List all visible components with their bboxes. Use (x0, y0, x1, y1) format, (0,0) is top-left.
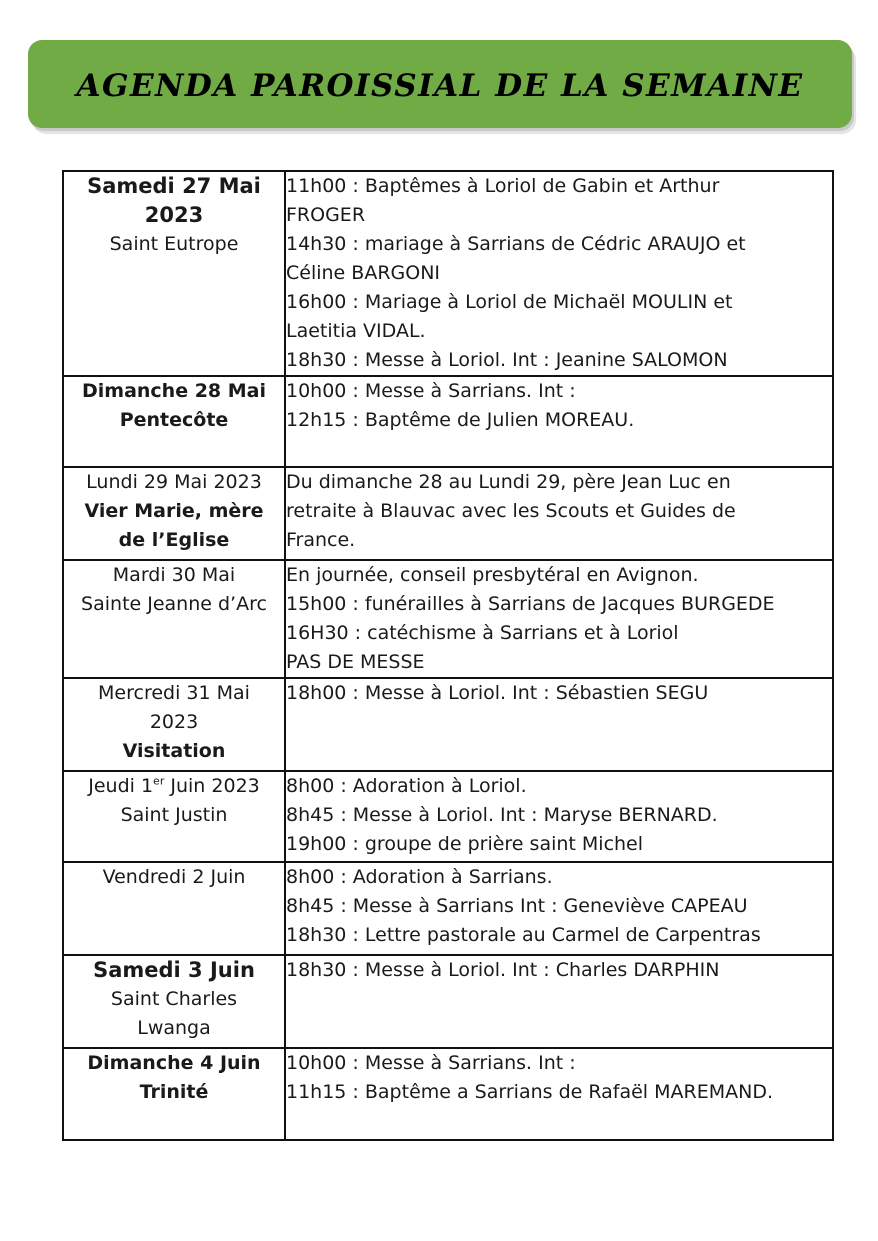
event-line: 15h00 : funérailles à Sarrians de Jacques BURGEDE (286, 593, 775, 615)
day-line (64, 1014, 284, 1043)
event-line: France. (286, 529, 356, 551)
event-line: 10h00 : Messe à Sarrians. Int : (286, 1052, 576, 1074)
agenda-row (63, 376, 833, 467)
day-line (64, 406, 284, 435)
event-line: 18h30 : Messe à Loriol. Int : Jeanine SALOMON (286, 349, 728, 371)
event-line: Céline BARGONI (286, 262, 441, 284)
event-line: 18h30 : Messe à Loriol. Int : Charles DARPHIN (286, 959, 720, 981)
event-line: 11h00 : Baptêmes à Loriol de Gabin et Arthur (286, 175, 720, 197)
day-text: Mercredi 31 Mai (98, 682, 250, 704)
agenda-row (63, 862, 833, 955)
event-line: 11h15 : Baptême a Sarrians de Rafaël MAREMAND. (286, 1081, 773, 1103)
agenda-body (63, 171, 833, 1140)
day-cell (63, 171, 285, 376)
day-cell (63, 376, 285, 467)
day-text: Saint Charles (110, 988, 238, 1010)
day-text: Pentecôte (119, 409, 229, 431)
day-cell (63, 955, 285, 1048)
day-text: Samedi 3 Juin (93, 958, 255, 982)
day-text: Vier Marie, mère (84, 500, 264, 522)
day-text: 2023 (149, 711, 199, 733)
day-text: Trinité (139, 1081, 209, 1103)
agenda-row (63, 467, 833, 560)
day-line (64, 985, 284, 1014)
day-cell (63, 771, 285, 862)
day-text: Dimanche 28 Mai (81, 380, 267, 402)
event-line: 8h45 : Messe à Loriol. Int : Maryse BERNARD. (286, 804, 718, 826)
day-text: Sainte Jeanne d’Arc (81, 593, 267, 615)
event-line: 16h00 : Mariage à Loriol de Michaël MOULIN et (286, 291, 733, 313)
event-line: 10h00 : Messe à Sarrians. Int : (286, 380, 576, 402)
events-cell (285, 955, 833, 1048)
day-text: Saint Eutrope (109, 233, 239, 255)
event-line: En journée, conseil presbytéral en Avignon. (286, 564, 699, 586)
title-banner (28, 40, 852, 128)
page-title: AGENDA PAROISSIAL DE LA SEMAINE (76, 68, 804, 104)
agenda-row (63, 955, 833, 1048)
event-line: 18h30 : Lettre pastorale au Carmel de Carpentras (286, 924, 761, 946)
events-cell (285, 771, 833, 862)
events-cell (285, 1048, 833, 1140)
events-cell (285, 560, 833, 678)
day-line (64, 1078, 284, 1107)
day-text: 2023 (144, 203, 204, 227)
day-cell (63, 862, 285, 955)
event-line: Du dimanche 28 au Lundi 29, père Jean Luc en (286, 471, 731, 493)
day-line (64, 526, 284, 555)
day-line (64, 201, 284, 230)
day-line (64, 956, 284, 985)
events-cell (285, 678, 833, 771)
day-line (64, 497, 284, 526)
day-line (64, 863, 284, 892)
day-text-after: Juin 2023 (164, 775, 260, 797)
day-cell (63, 1048, 285, 1140)
agenda-table (62, 170, 834, 1141)
day-line (64, 679, 284, 708)
day-line (64, 708, 284, 737)
agenda-row (63, 678, 833, 771)
event-line: 14h30 : mariage à Sarrians de Cédric ARAUJO et (286, 233, 746, 255)
agenda-row (63, 771, 833, 862)
event-line: PAS DE MESSE (286, 651, 425, 673)
day-text: Jeudi 1 (88, 775, 154, 797)
day-line (64, 801, 284, 830)
event-line: 8h00 : Adoration à Loriol. (286, 775, 527, 797)
day-text: Visitation (122, 740, 226, 762)
event-line: 12h15 : Baptême de Julien MOREAU. (286, 409, 635, 431)
day-line (64, 230, 284, 259)
day-cell (63, 678, 285, 771)
day-cell (63, 467, 285, 560)
day-text: Mardi 30 Mai (112, 564, 236, 586)
day-text: Samedi 27 Mai (87, 174, 261, 198)
event-line: 8h00 : Adoration à Sarrians. (286, 866, 553, 888)
event-line: 8h45 : Messe à Sarrians Int : Geneviève CAPEAU (286, 895, 748, 917)
day-text: Saint Justin (120, 804, 228, 826)
agenda-row (63, 171, 833, 376)
agenda-row (63, 560, 833, 678)
day-line (64, 737, 284, 766)
day-line (64, 172, 284, 201)
events-cell (285, 376, 833, 467)
day-line (64, 772, 284, 801)
day-text: Vendredi 2 Juin (102, 866, 246, 888)
day-line (64, 1049, 284, 1078)
day-line (64, 377, 284, 406)
events-cell (285, 171, 833, 376)
events-cell (285, 467, 833, 560)
day-text: Lundi 29 Mai 2023 (86, 471, 262, 493)
event-line: 19h00 : groupe de prière saint Michel (286, 833, 644, 855)
agenda-row (63, 1048, 833, 1140)
events-cell (285, 862, 833, 955)
day-text: de l’Eglise (118, 529, 230, 551)
day-text: Lwanga (137, 1017, 211, 1039)
event-line: Laetitia VIDAL. (286, 320, 426, 342)
event-line: FROGER (286, 204, 366, 226)
day-line (64, 468, 284, 497)
event-line: retraite à Blauvac avec les Scouts et Guides de (286, 500, 736, 522)
event-line: 18h00 : Messe à Loriol. Int : Sébastien SEGU (286, 682, 709, 704)
day-line (64, 561, 284, 590)
ordinal-superscript: er (153, 774, 165, 788)
event-line: 16H30 : catéchisme à Sarrians et à Loriol (286, 622, 679, 644)
day-text: Dimanche 4 Juin (87, 1052, 261, 1074)
day-cell (63, 560, 285, 678)
day-line (64, 590, 284, 619)
